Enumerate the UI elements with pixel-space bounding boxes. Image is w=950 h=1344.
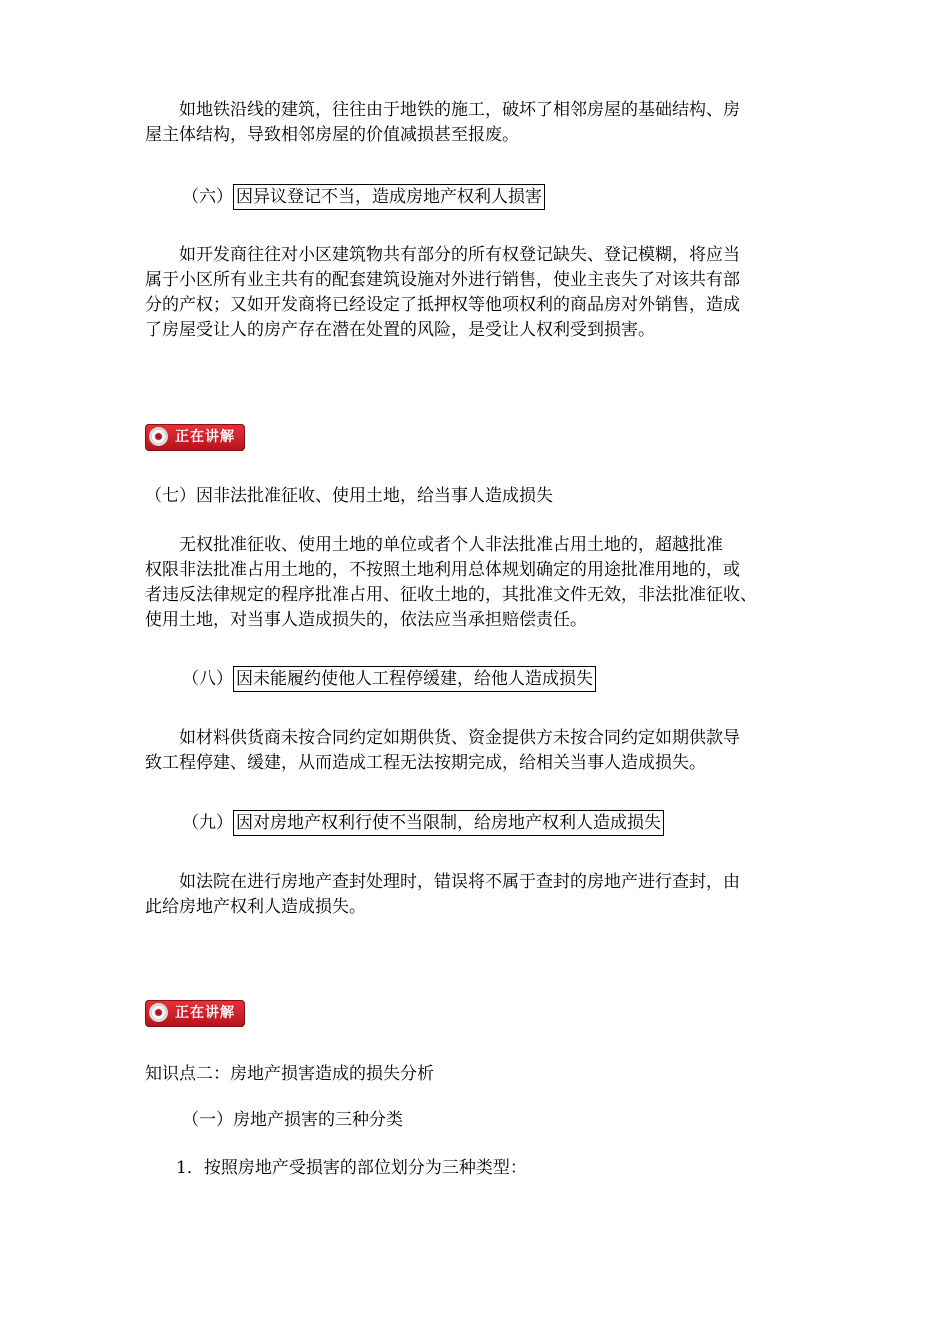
text-line: 权限非法批准占用土地的，不按照土地利用总体规划确定的用途批准用地的，或 — [145, 560, 740, 580]
heading-seven — [145, 484, 553, 509]
heading-nine — [182, 810, 664, 836]
text-line: 如材料供货商未按合同约定如期供货、资金提供方未按合同约定如期供款导 — [145, 728, 740, 748]
text-line: 属于小区所有业主共有的配套建筑设施对外进行销售，使业主丧失了对该共有部 — [145, 270, 740, 290]
badge-label: 正在讲解 — [175, 1005, 235, 1021]
text-line: 如地铁沿线的建筑，往往由于地铁的施工，破坏了相邻房屋的基础结构、房 — [145, 100, 740, 120]
text-line: 无权批准征收、使用土地的单位或者个人非法批准占用土地的，超越批准 — [145, 535, 723, 555]
subheading-list-one — [176, 1156, 527, 1181]
boxed-heading-text: 因对房地产权利行使不当限制，给房地产权利人造成损失 — [233, 810, 664, 836]
now-explaining-badge-2 — [145, 1000, 245, 1027]
text-line: 了房屋受让人的房产存在潜在处置的风险，是受让人权利受到损害。 — [145, 320, 655, 340]
text-line: 屋主体结构，导致相邻房屋的价值减损甚至报废。 — [145, 125, 519, 145]
heading-text: 1．按照房地产受损害的部位划分为三种类型： — [176, 1158, 527, 1178]
now-explaining-badge — [145, 424, 245, 451]
heading-text: 知识点二：房地产损害造成的损失分析 — [145, 1064, 434, 1084]
heading-number: （九） — [182, 813, 233, 833]
heading-text: （七）因非法批准征收、使用土地，给当事人造成损失 — [145, 486, 553, 506]
subheading-one — [182, 1108, 403, 1133]
text-line: 使用土地，对当事人造成损失的，依法应当承担赔偿责任。 — [145, 610, 587, 630]
text-line: 如开发商往往对小区建筑物共有部分的所有权登记缺失、登记模糊，将应当 — [145, 245, 740, 265]
knowledge-point-two — [145, 1062, 434, 1087]
paragraph-supplier — [145, 726, 809, 776]
paragraph-court — [145, 870, 809, 920]
paragraph-developer — [145, 243, 809, 343]
heading-eight — [182, 666, 596, 692]
text-line: 致工程停建、缓建，从而造成工程无法按期完成，给相关当事人造成损失。 — [145, 753, 706, 773]
text-line: 如法院在进行房地产查封处理时，错误将不属于查封的房地产进行查封，由 — [145, 872, 740, 892]
paragraph-land — [145, 533, 809, 633]
heading-text: （一）房地产损害的三种分类 — [182, 1110, 403, 1130]
boxed-heading-text: 因异议登记不当，造成房地产权利人损害 — [233, 184, 545, 210]
disc-icon — [149, 427, 168, 446]
heading-number: （六） — [182, 187, 233, 207]
badge-label: 正在讲解 — [175, 429, 235, 445]
text-line: 分的产权；又如开发商将已经设定了抵押权等他项权利的商品房对外销售，造成 — [145, 295, 740, 315]
heading-number: （八） — [182, 669, 233, 689]
paragraph-subway — [145, 98, 809, 148]
text-line: 此给房地产权利人造成损失。 — [145, 897, 366, 917]
heading-six — [182, 184, 545, 210]
disc-icon — [149, 1003, 168, 1022]
text-line: 者违反法律规定的程序批准占用、征收土地的，其批准文件无效，非法批准征收、 — [145, 585, 757, 605]
boxed-heading-text: 因未能履约使他人工程停缓建，给他人造成损失 — [233, 666, 596, 692]
